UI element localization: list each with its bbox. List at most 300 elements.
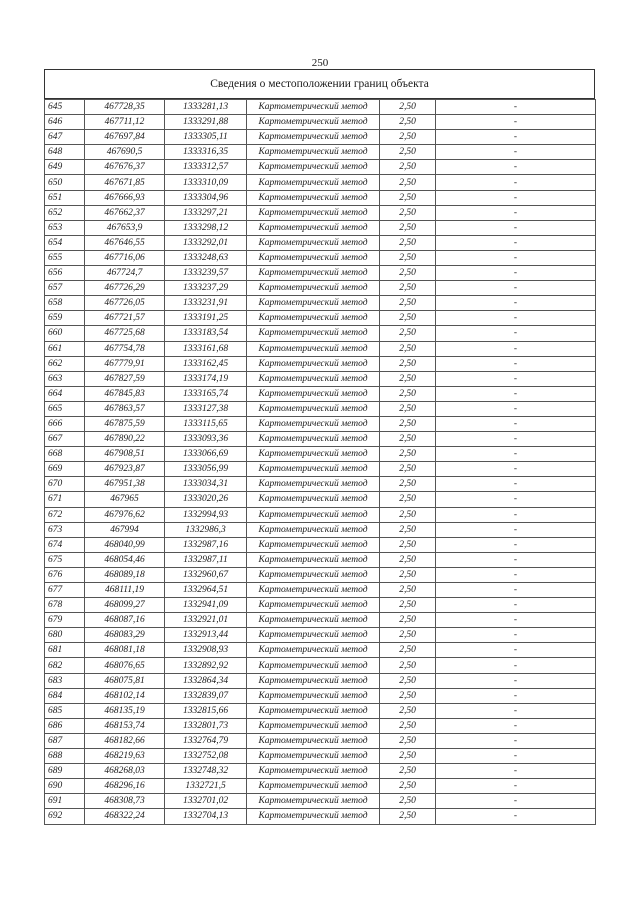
table-row	[45, 764, 596, 779]
point-number-cell: 684	[45, 688, 85, 703]
coord-y-cell: 1332815,66	[165, 703, 247, 718]
point-number-cell: 658	[45, 296, 85, 311]
coord-y-cell: 1332752,08	[165, 749, 247, 764]
point-number-cell: 665	[45, 401, 85, 416]
table-row	[45, 477, 596, 492]
coord-y-cell: 1332864,34	[165, 673, 247, 688]
accuracy-cell: 2,50	[380, 462, 436, 477]
note-cell: -	[436, 160, 596, 175]
note-cell: -	[436, 613, 596, 628]
coord-x-cell: 467653,9	[85, 220, 165, 235]
coord-x-cell: 468268,03	[85, 764, 165, 779]
point-number-cell: 660	[45, 326, 85, 341]
accuracy-cell: 2,50	[380, 537, 436, 552]
method-cell: Картометрический метод	[247, 341, 380, 356]
table-row	[45, 567, 596, 582]
table-row	[45, 326, 596, 341]
coord-x-cell: 467994	[85, 522, 165, 537]
coord-x-cell: 468054,46	[85, 552, 165, 567]
note-cell: -	[436, 190, 596, 205]
coord-x-cell: 467666,93	[85, 190, 165, 205]
coord-y-cell: 1333056,99	[165, 462, 247, 477]
point-number-cell: 669	[45, 462, 85, 477]
method-cell: Картометрический метод	[247, 779, 380, 794]
note-cell: -	[436, 703, 596, 718]
method-cell: Картометрический метод	[247, 688, 380, 703]
note-cell: -	[436, 235, 596, 250]
accuracy-cell: 2,50	[380, 643, 436, 658]
point-number-cell: 648	[45, 145, 85, 160]
coord-x-cell: 468083,29	[85, 628, 165, 643]
coord-x-cell: 467951,38	[85, 477, 165, 492]
coord-y-cell: 1332986,3	[165, 522, 247, 537]
note-cell: -	[436, 416, 596, 431]
coord-y-cell: 1333304,96	[165, 190, 247, 205]
method-cell: Картометрический метод	[247, 160, 380, 175]
note-cell: -	[436, 462, 596, 477]
accuracy-cell: 2,50	[380, 432, 436, 447]
method-cell: Картометрический метод	[247, 613, 380, 628]
coord-x-cell: 467690,5	[85, 145, 165, 160]
method-cell: Картометрический метод	[247, 492, 380, 507]
coord-y-cell: 1333231,91	[165, 296, 247, 311]
accuracy-cell: 2,50	[380, 567, 436, 582]
method-cell: Картометрический метод	[247, 522, 380, 537]
coord-y-cell: 1332748,32	[165, 764, 247, 779]
accuracy-cell: 2,50	[380, 416, 436, 431]
coord-y-cell: 1333127,38	[165, 401, 247, 416]
coord-y-cell: 1333248,63	[165, 250, 247, 265]
table-row	[45, 250, 596, 265]
note-cell: -	[436, 779, 596, 794]
coord-y-cell: 1332701,02	[165, 794, 247, 809]
method-cell: Картометрический метод	[247, 598, 380, 613]
table-row	[45, 643, 596, 658]
point-number-cell: 671	[45, 492, 85, 507]
coord-y-cell: 1332987,11	[165, 552, 247, 567]
point-number-cell: 661	[45, 341, 85, 356]
table-row	[45, 537, 596, 552]
method-cell: Картометрический метод	[247, 296, 380, 311]
coord-x-cell: 467716,06	[85, 250, 165, 265]
table-row	[45, 190, 596, 205]
accuracy-cell: 2,50	[380, 613, 436, 628]
point-number-cell: 667	[45, 432, 85, 447]
coord-x-cell: 467676,37	[85, 160, 165, 175]
accuracy-cell: 2,50	[380, 250, 436, 265]
point-number-cell: 675	[45, 552, 85, 567]
table-row	[45, 175, 596, 190]
table-row	[45, 733, 596, 748]
coord-x-cell: 467875,59	[85, 416, 165, 431]
note-cell: -	[436, 175, 596, 190]
point-number-cell: 653	[45, 220, 85, 235]
method-cell: Картометрический метод	[247, 100, 380, 115]
accuracy-cell: 2,50	[380, 175, 436, 190]
method-cell: Картометрический метод	[247, 401, 380, 416]
point-number-cell: 655	[45, 250, 85, 265]
method-cell: Картометрический метод	[247, 673, 380, 688]
point-number-cell: 664	[45, 386, 85, 401]
coord-x-cell: 468308,73	[85, 794, 165, 809]
table-row	[45, 100, 596, 115]
point-number-cell: 666	[45, 416, 85, 431]
note-cell: -	[436, 522, 596, 537]
method-cell: Картометрический метод	[247, 733, 380, 748]
coord-x-cell: 468111,19	[85, 583, 165, 598]
note-cell: -	[436, 552, 596, 567]
note-cell: -	[436, 477, 596, 492]
table-row	[45, 688, 596, 703]
coord-y-cell: 1333093,36	[165, 432, 247, 447]
note-cell: -	[436, 643, 596, 658]
coord-y-cell: 1333191,25	[165, 311, 247, 326]
coord-x-cell: 467845,83	[85, 386, 165, 401]
accuracy-cell: 2,50	[380, 401, 436, 416]
page-number: 250	[311, 57, 329, 69]
point-number-cell: 670	[45, 477, 85, 492]
note-cell: -	[436, 447, 596, 462]
table-row	[45, 749, 596, 764]
note-cell: -	[436, 794, 596, 809]
table-row	[45, 416, 596, 431]
accuracy-cell: 2,50	[380, 160, 436, 175]
point-number-cell: 646	[45, 115, 85, 130]
boundary-coordinates-table	[44, 99, 596, 825]
method-cell: Картометрический метод	[247, 220, 380, 235]
note-cell: -	[436, 296, 596, 311]
point-number-cell: 690	[45, 779, 85, 794]
accuracy-cell: 2,50	[380, 296, 436, 311]
point-number-cell: 656	[45, 266, 85, 281]
accuracy-cell: 2,50	[380, 311, 436, 326]
method-cell: Картометрический метод	[247, 281, 380, 296]
coord-y-cell: 1332941,09	[165, 598, 247, 613]
coord-x-cell: 468296,16	[85, 779, 165, 794]
coord-x-cell: 467965	[85, 492, 165, 507]
table-row	[45, 401, 596, 416]
point-number-cell: 668	[45, 447, 85, 462]
coord-x-cell: 468102,14	[85, 688, 165, 703]
coord-y-cell: 1333298,12	[165, 220, 247, 235]
table-row	[45, 145, 596, 160]
note-cell: -	[436, 628, 596, 643]
table-row	[45, 371, 596, 386]
method-cell: Картометрический метод	[247, 718, 380, 733]
point-number-cell: 659	[45, 311, 85, 326]
method-cell: Картометрический метод	[247, 416, 380, 431]
coord-x-cell: 468135,19	[85, 703, 165, 718]
coord-x-cell: 467923,87	[85, 462, 165, 477]
note-cell: -	[436, 100, 596, 115]
note-cell: -	[436, 266, 596, 281]
coord-y-cell: 1332994,93	[165, 507, 247, 522]
method-cell: Картометрический метод	[247, 809, 380, 824]
accuracy-cell: 2,50	[380, 809, 436, 824]
accuracy-cell: 2,50	[380, 703, 436, 718]
method-cell: Картометрический метод	[247, 205, 380, 220]
accuracy-cell: 2,50	[380, 220, 436, 235]
point-number-cell: 682	[45, 658, 85, 673]
coord-y-cell: 1333020,26	[165, 492, 247, 507]
table-row	[45, 794, 596, 809]
method-cell: Картометрический метод	[247, 462, 380, 477]
coord-x-cell: 468153,74	[85, 718, 165, 733]
accuracy-cell: 2,50	[380, 371, 436, 386]
table-row	[45, 628, 596, 643]
boundary-table-sheet	[44, 69, 595, 825]
method-cell: Картометрический метод	[247, 145, 380, 160]
note-cell: -	[436, 205, 596, 220]
note-cell: -	[436, 145, 596, 160]
method-cell: Картометрический метод	[247, 130, 380, 145]
method-cell: Картометрический метод	[247, 643, 380, 658]
method-cell: Картометрический метод	[247, 447, 380, 462]
note-cell: -	[436, 537, 596, 552]
accuracy-cell: 2,50	[380, 794, 436, 809]
coord-y-cell: 1333174,19	[165, 371, 247, 386]
method-cell: Картометрический метод	[247, 583, 380, 598]
table-row	[45, 160, 596, 175]
method-cell: Картометрический метод	[247, 371, 380, 386]
accuracy-cell: 2,50	[380, 477, 436, 492]
method-cell: Картометрический метод	[247, 386, 380, 401]
coord-x-cell: 467711,12	[85, 115, 165, 130]
coord-x-cell: 468322,24	[85, 809, 165, 824]
table-row	[45, 356, 596, 371]
accuracy-cell: 2,50	[380, 447, 436, 462]
coord-y-cell: 1332801,73	[165, 718, 247, 733]
point-number-cell: 687	[45, 733, 85, 748]
coord-x-cell: 467724,7	[85, 266, 165, 281]
table-row	[45, 432, 596, 447]
accuracy-cell: 2,50	[380, 100, 436, 115]
coord-y-cell: 1333034,31	[165, 477, 247, 492]
table-row	[45, 809, 596, 824]
coord-y-cell: 1333237,29	[165, 281, 247, 296]
coord-x-cell: 467890,22	[85, 432, 165, 447]
note-cell: -	[436, 432, 596, 447]
point-number-cell: 678	[45, 598, 85, 613]
note-cell: -	[436, 598, 596, 613]
table-row	[45, 311, 596, 326]
accuracy-cell: 2,50	[380, 658, 436, 673]
coord-x-cell: 467726,05	[85, 296, 165, 311]
coord-x-cell: 467725,68	[85, 326, 165, 341]
table-row	[45, 220, 596, 235]
coord-y-cell: 1333161,68	[165, 341, 247, 356]
method-cell: Картометрический метод	[247, 266, 380, 281]
point-number-cell: 689	[45, 764, 85, 779]
coord-x-cell: 467754,78	[85, 341, 165, 356]
accuracy-cell: 2,50	[380, 583, 436, 598]
table-row	[45, 281, 596, 296]
method-cell: Картометрический метод	[247, 749, 380, 764]
coord-y-cell: 1333162,45	[165, 356, 247, 371]
note-cell: -	[436, 220, 596, 235]
coord-x-cell: 467662,37	[85, 205, 165, 220]
method-cell: Картометрический метод	[247, 432, 380, 447]
coord-x-cell: 468089,18	[85, 567, 165, 582]
method-cell: Картометрический метод	[247, 250, 380, 265]
table-row	[45, 130, 596, 145]
coord-x-cell: 467697,84	[85, 130, 165, 145]
note-cell: -	[436, 583, 596, 598]
note-cell: -	[436, 250, 596, 265]
coord-y-cell: 1333281,13	[165, 100, 247, 115]
accuracy-cell: 2,50	[380, 266, 436, 281]
accuracy-cell: 2,50	[380, 552, 436, 567]
coord-y-cell: 1333297,21	[165, 205, 247, 220]
note-cell: -	[436, 658, 596, 673]
method-cell: Картометрический метод	[247, 175, 380, 190]
table-row	[45, 115, 596, 130]
method-cell: Картометрический метод	[247, 477, 380, 492]
point-number-cell: 676	[45, 567, 85, 582]
coord-x-cell: 467721,57	[85, 311, 165, 326]
accuracy-cell: 2,50	[380, 688, 436, 703]
accuracy-cell: 2,50	[380, 522, 436, 537]
table-row	[45, 235, 596, 250]
table-row	[45, 613, 596, 628]
coord-y-cell: 1333316,35	[165, 145, 247, 160]
accuracy-cell: 2,50	[380, 115, 436, 130]
coord-y-cell: 1333312,57	[165, 160, 247, 175]
table-row	[45, 779, 596, 794]
method-cell: Картометрический метод	[247, 311, 380, 326]
accuracy-cell: 2,50	[380, 507, 436, 522]
table-row	[45, 386, 596, 401]
method-cell: Картометрический метод	[247, 356, 380, 371]
accuracy-cell: 2,50	[380, 779, 436, 794]
note-cell: -	[436, 688, 596, 703]
accuracy-cell: 2,50	[380, 386, 436, 401]
method-cell: Картометрический метод	[247, 235, 380, 250]
table-row	[45, 492, 596, 507]
point-number-cell: 686	[45, 718, 85, 733]
coord-x-cell: 467779,91	[85, 356, 165, 371]
note-cell: -	[436, 371, 596, 386]
point-number-cell: 650	[45, 175, 85, 190]
coord-y-cell: 1332839,07	[165, 688, 247, 703]
coord-x-cell: 467863,57	[85, 401, 165, 416]
coord-x-cell: 468182,66	[85, 733, 165, 748]
point-number-cell: 685	[45, 703, 85, 718]
coord-y-cell: 1333165,74	[165, 386, 247, 401]
point-number-cell: 674	[45, 537, 85, 552]
method-cell: Картометрический метод	[247, 190, 380, 205]
coord-x-cell: 467827,59	[85, 371, 165, 386]
point-number-cell: 679	[45, 613, 85, 628]
accuracy-cell: 2,50	[380, 190, 436, 205]
point-number-cell: 651	[45, 190, 85, 205]
accuracy-cell: 2,50	[380, 235, 436, 250]
point-number-cell: 692	[45, 809, 85, 824]
coord-x-cell: 467908,51	[85, 447, 165, 462]
coord-y-cell: 1333305,11	[165, 130, 247, 145]
coord-x-cell: 468040,99	[85, 537, 165, 552]
note-cell: -	[436, 401, 596, 416]
accuracy-cell: 2,50	[380, 341, 436, 356]
note-cell: -	[436, 718, 596, 733]
note-cell: -	[436, 326, 596, 341]
coord-y-cell: 1332960,67	[165, 567, 247, 582]
method-cell: Картометрический метод	[247, 764, 380, 779]
coord-y-cell: 1332892,92	[165, 658, 247, 673]
coord-y-cell: 1332764,79	[165, 733, 247, 748]
coord-y-cell: 1332921,01	[165, 613, 247, 628]
coord-x-cell: 468219,63	[85, 749, 165, 764]
table-row	[45, 583, 596, 598]
point-number-cell: 647	[45, 130, 85, 145]
note-cell: -	[436, 749, 596, 764]
accuracy-cell: 2,50	[380, 673, 436, 688]
coord-x-cell: 468076,65	[85, 658, 165, 673]
coord-y-cell: 1333183,54	[165, 326, 247, 341]
method-cell: Картометрический метод	[247, 794, 380, 809]
accuracy-cell: 2,50	[380, 145, 436, 160]
coord-y-cell: 1333066,69	[165, 447, 247, 462]
table-row	[45, 447, 596, 462]
accuracy-cell: 2,50	[380, 492, 436, 507]
method-cell: Картометрический метод	[247, 507, 380, 522]
point-number-cell: 662	[45, 356, 85, 371]
table-row	[45, 703, 596, 718]
method-cell: Картометрический метод	[247, 552, 380, 567]
method-cell: Картометрический метод	[247, 628, 380, 643]
coord-y-cell: 1332721,5	[165, 779, 247, 794]
point-number-cell: 677	[45, 583, 85, 598]
note-cell: -	[436, 733, 596, 748]
note-cell: -	[436, 386, 596, 401]
coord-y-cell: 1332964,51	[165, 583, 247, 598]
table-row	[45, 658, 596, 673]
table-row	[45, 552, 596, 567]
accuracy-cell: 2,50	[380, 598, 436, 613]
note-cell: -	[436, 311, 596, 326]
table-body	[45, 100, 596, 825]
note-cell: -	[436, 115, 596, 130]
note-cell: -	[436, 764, 596, 779]
table-row	[45, 296, 596, 311]
note-cell: -	[436, 341, 596, 356]
table-row	[45, 718, 596, 733]
table-row	[45, 522, 596, 537]
coord-y-cell: 1333239,57	[165, 266, 247, 281]
accuracy-cell: 2,50	[380, 130, 436, 145]
coord-y-cell: 1333291,88	[165, 115, 247, 130]
coord-y-cell: 1332908,93	[165, 643, 247, 658]
note-cell: -	[436, 673, 596, 688]
note-cell: -	[436, 567, 596, 582]
method-cell: Картометрический метод	[247, 326, 380, 341]
accuracy-cell: 2,50	[380, 764, 436, 779]
point-number-cell: 652	[45, 205, 85, 220]
table-row	[45, 266, 596, 281]
table-row	[45, 205, 596, 220]
coord-y-cell: 1333292,01	[165, 235, 247, 250]
point-number-cell: 663	[45, 371, 85, 386]
coord-x-cell: 467728,35	[85, 100, 165, 115]
note-cell: -	[436, 809, 596, 824]
coord-x-cell: 468081,18	[85, 643, 165, 658]
note-cell: -	[436, 130, 596, 145]
coord-x-cell: 468075,81	[85, 673, 165, 688]
table-row	[45, 341, 596, 356]
note-cell: -	[436, 356, 596, 371]
point-number-cell: 673	[45, 522, 85, 537]
point-number-cell: 672	[45, 507, 85, 522]
